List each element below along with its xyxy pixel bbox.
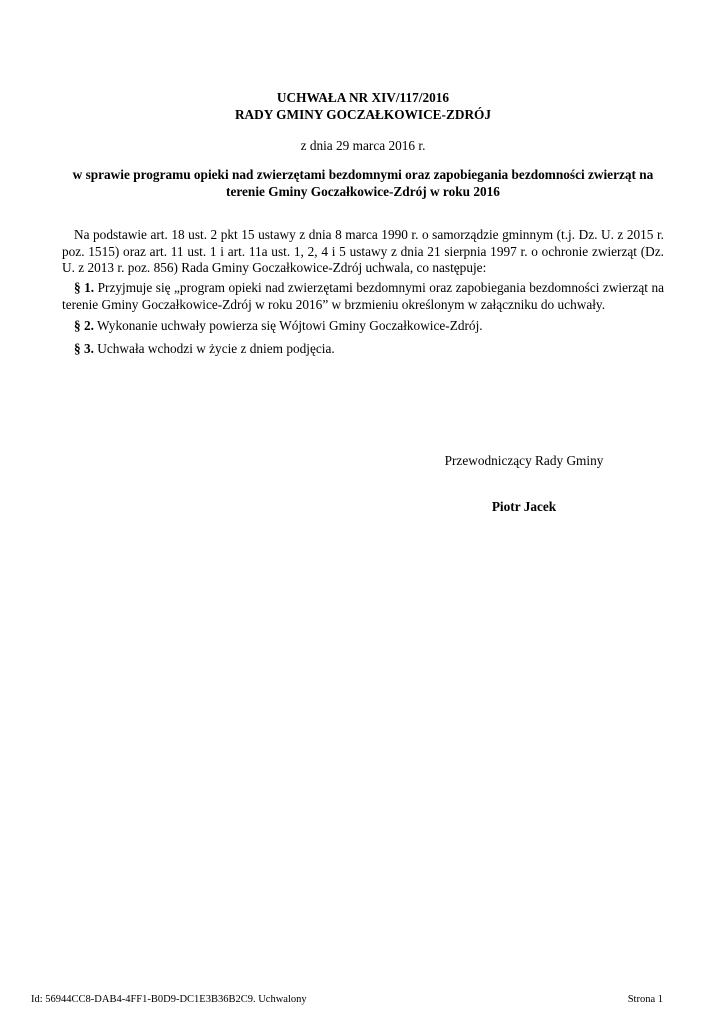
resolution-title — [62, 89, 664, 123]
footer-document-id: Id: 56944CC8-DAB4-4FF1-B0D9-DC1E3B36B2C9. Uchwalony — [31, 994, 307, 1005]
paragraph-1 — [62, 280, 664, 313]
paragraph-3-text: Uchwała wchodzi w życie z dniem podjęcia. — [97, 341, 335, 356]
title-line-2: RADY GMINY GOCZAŁKOWICE-ZDRÓJ — [234, 107, 492, 122]
signature-role: Przewodniczący Rady Gminy — [444, 453, 604, 468]
paragraph-2-text: Wykonanie uchwały powierza się Wójtowi Gminy Goczałkowice-Zdrój. — [97, 318, 483, 333]
subject-line-2: terenie Gminy Goczałkowice-Zdrój w roku 2016 — [226, 184, 500, 199]
resolution-subject — [62, 166, 664, 200]
paragraph-2 — [62, 318, 664, 335]
subject-line-1: w sprawie programu opieki nad zwierzętami bezdomnymi oraz zapobiegania bezdomności zwierząt na — [72, 167, 654, 182]
paragraph-3 — [62, 341, 664, 358]
paragraph-3-label: § 3. — [74, 341, 94, 356]
paragraph-1-label: § 1. — [74, 280, 95, 295]
paragraph-2-label: § 2. — [74, 318, 94, 333]
footer-page-number: Strona 1 — [627, 994, 663, 1005]
signature-name: Piotr Jacek — [491, 499, 557, 514]
legal-basis-paragraph: Na podstawie art. 18 ust. 2 pkt 15 ustawy z dnia 8 marca 1990 r. o samorządzie gminnym (t.j. Dz. U. z 2015 r. poz. 1515) oraz art. 11 ust. 1 i art. 11a ust. 1, 2, 4 i 5 ustawy z dnia 21 sierpnia 1997 r. o ochronie zwierząt (Dz. U. z 2013 r. poz. 856) Rada Gminy Goczałkowice-Zdrój uchwala, co następuje: — [62, 227, 664, 276]
paragraph-1-text: Przyjmuje się „program opieki nad zwierzętami bezdomnymi oraz zapobiegania bezdomności zwierząt na terenie Gminy Goczałkowice-Zdrój w roku 2016” w brzmieniu określonym w załączniku do uchwały. — [62, 280, 664, 312]
resolution-date: z dnia 29 marca 2016 r. — [300, 138, 426, 153]
title-line-1: UCHWAŁA NR XIV/117/2016 — [276, 90, 450, 105]
